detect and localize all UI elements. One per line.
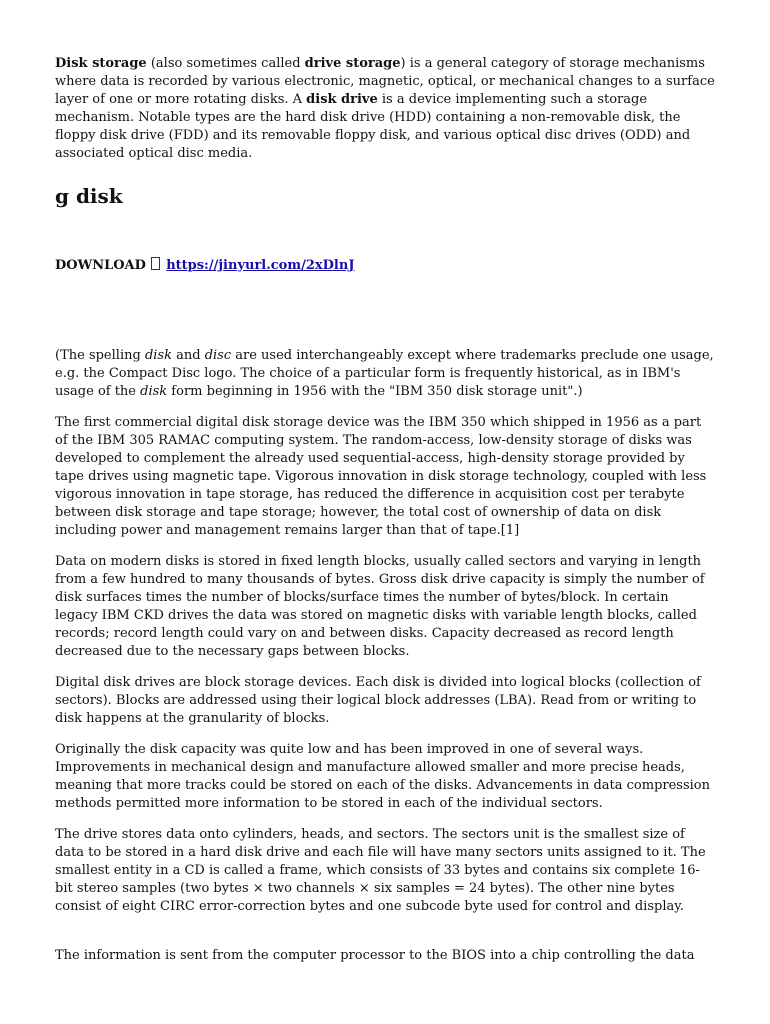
spelling-term-disk-2: disk (140, 384, 168, 399)
download-link[interactable]: https://jinyurl.com/2xDlnJ (166, 258, 355, 273)
body-paragraph-4: Originally the disk capacity was quite low and has been improved in one of several ways. Improvements in mechanical design and manufacture allowed smaller and more precise heads, meaning that more tracks could be stored on each of the disks. Advancements in data compression methods permitted more information to be stored in each of the individual sectors. (55, 742, 710, 811)
spelling-text-e: are used interchangeably except where trademarks preclude one usage, e.g. the Compact Disc logo. The choice of a particular form is frequently historical, as in IBM's usage of the (55, 348, 714, 399)
spelling-text-a: (The spelling (55, 348, 145, 363)
body-paragraph-5: The drive stores data onto cylinders, heads, and sectors. The sectors unit is the smallest size of data to be stored in a hard disk drive and each file will have many sectors units assigned to it. The smallest entity in a CD is called a frame, which consists of 33 bytes and contains six complete 16-bit stereo samples (two bytes × two channels × six samples = 24 bytes). The other nine bytes consist of eight CIRC error-correction bytes and one subcode byte used for control and display. (55, 827, 706, 914)
body-paragraph-1: The first commercial digital disk storage device was the IBM 350 which shipped in 1956 as a part of the IBM 305 RAMAC computing system. The random-access, low-density storage of disks was developed to complement the already used sequential-access, high-density storage provided by tape drives using magnetic tape. Vigorous innovation in disk storage technology, coupled with less vigorous innovation in tape storage, has reduced the difference in acquisition cost per terabyte between disk storage and tape storage; however, the total cost of ownership of data on disk including power and management remains larger than that of tape.[1] (55, 415, 707, 538)
section-heading: g disk (55, 184, 123, 208)
intro-text-2: ) is a general category of storage mechanisms where data is recorded by various electronic, magnetic, optical, or mechanical changes to a surface layer of one or more rotating disks. A (55, 56, 715, 107)
spelling-text-g: form beginning in 1956 with the "IBM 350 disk storage unit".) (167, 384, 583, 399)
body-paragraph-2: Data on modern disks is stored in fixed length blocks, usually called sectors and varying in length from a few hundred to many thousands of bytes. Gross disk drive capacity is simply the number of disk surfaces times the number of blocks/surface times the number of bytes/block. In certain legacy IBM CKD drives the data was stored on magnetic disks with variable length blocks, called records; record length could vary on and between disks. Capacity decreased as record length decreased due to the necessary gaps between blocks. (55, 554, 705, 659)
spelling-term-disk: disk (144, 348, 172, 363)
term-drive-storage: drive storage (304, 56, 401, 71)
spelling-text-c: and (171, 348, 205, 363)
intro-paragraph (55, 55, 715, 163)
missing-glyph-icon (151, 257, 160, 270)
spelling-paragraph (55, 347, 715, 401)
intro-text-1: (also sometimes called (146, 56, 305, 71)
download-line (55, 257, 715, 275)
document-page (55, 55, 715, 978)
term-disk-storage: Disk storage (55, 56, 147, 71)
body-paragraph-6: The information is sent from the computer processor to the BIOS into a chip controlling the data (55, 948, 695, 963)
spacer (55, 275, 715, 347)
download-label: DOWNLOAD (55, 258, 146, 273)
intro-text-3: is a device implementing such a storage mechanism. Notable types are the hard disk drive (HDD) containing a non-removable disk, the floppy disk drive (FDD) and its removable floppy disk, and various optical disc drives (ODD) and associated optical disc media. (55, 92, 691, 161)
body-paragraph-3: Digital disk drives are block storage devices. Each disk is divided into logical blocks (collection of sectors). Blocks are addressed using their logical block addresses (LBA). Read from or writing to disk happens at the granularity of blocks. (55, 675, 701, 726)
spelling-term-disc: disc (204, 348, 232, 363)
term-disk-drive: disk drive (306, 92, 378, 107)
